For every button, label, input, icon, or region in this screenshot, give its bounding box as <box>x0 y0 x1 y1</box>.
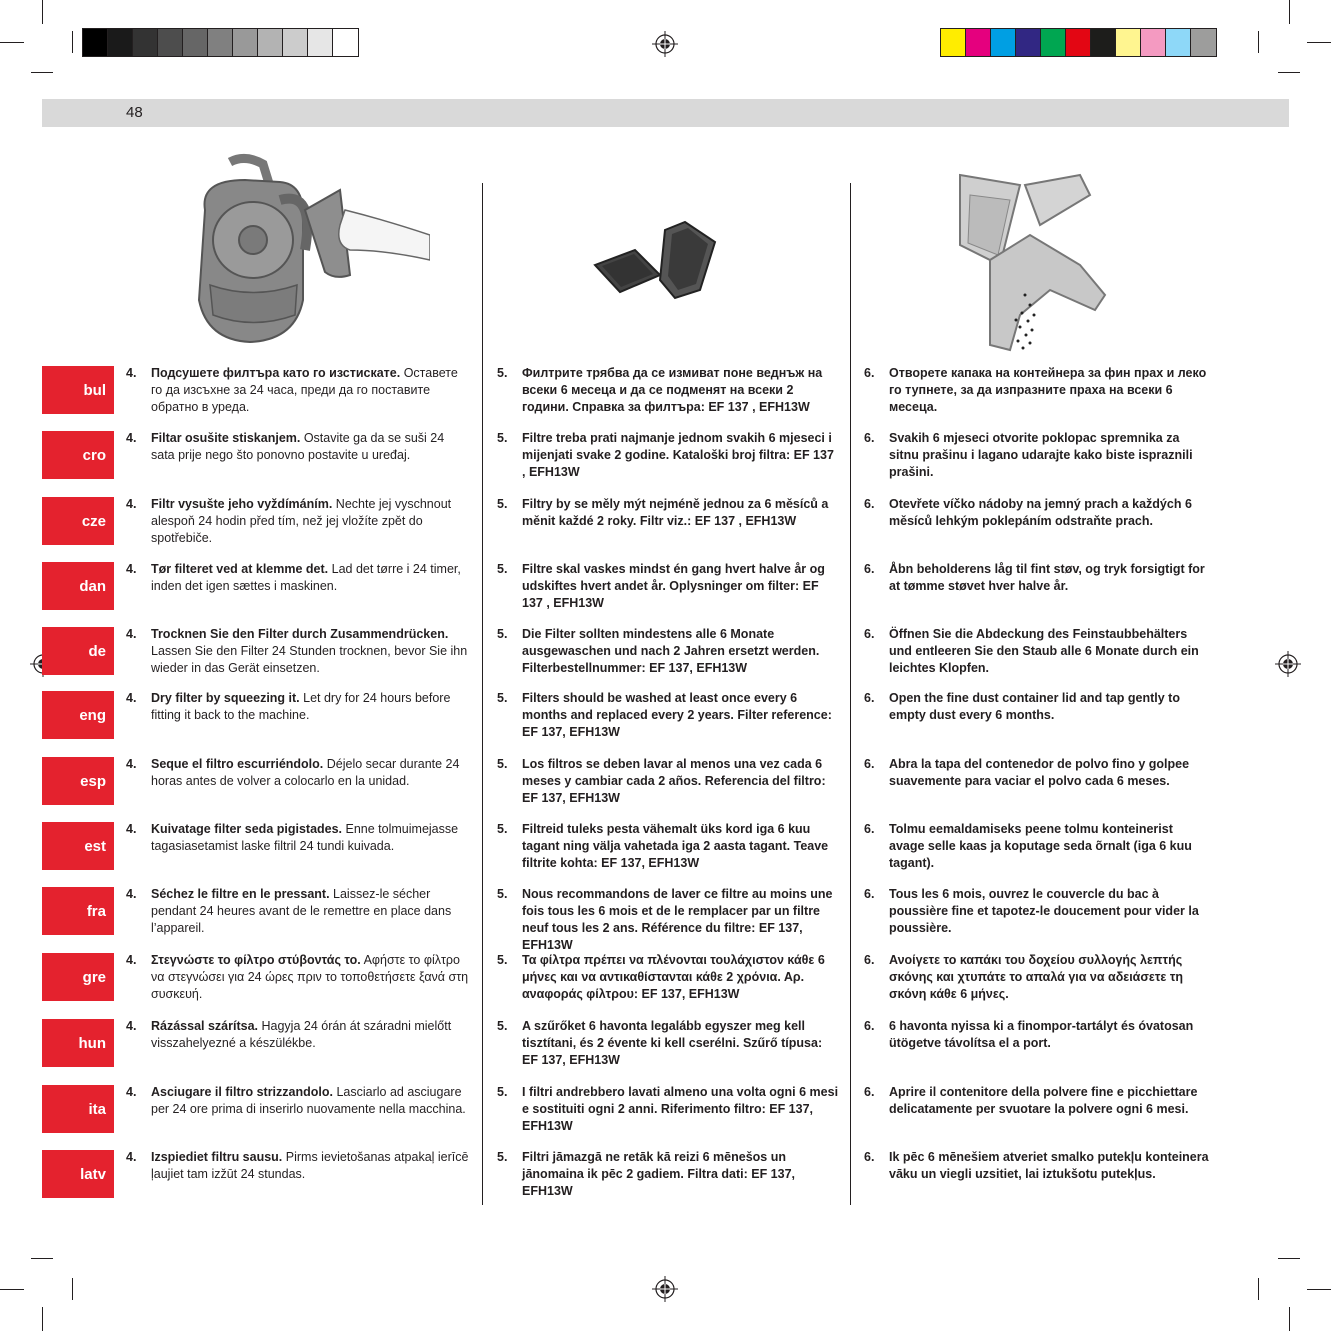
language-tab-est: est <box>42 822 114 870</box>
step-body: Let dry for 24 hours before fitting it back to the machine. <box>151 691 451 722</box>
step-body: Lassen Sie den Filter 24 Stunden trocknen, bevor Sie ihn wieder in das Gerät einsetzen. <box>151 644 468 675</box>
step-text <box>151 756 471 790</box>
step-number: 5. <box>497 627 508 641</box>
column-divider <box>482 183 483 1205</box>
step-heading: Dry filter by squeezing it. <box>151 691 300 705</box>
step-number: 5. <box>497 757 508 771</box>
gray-swatch <box>333 29 358 56</box>
step-body: Pirms ievietošanas atpakaļ ierīcē ļaujiet tam izžūt 24 stundas. <box>151 1150 469 1181</box>
gray-swatch <box>258 29 283 56</box>
step-body: Αφήστε το φίλτρο να στεγνώσει για 24 ώρες πριν το τοποθετήσετε ξανά στη συσκευή. <box>151 953 469 1001</box>
gray-swatch <box>183 29 208 56</box>
step-heading: Trocknen Sie den Filter durch Zusammendrücken. <box>151 627 449 641</box>
color-swatch <box>991 29 1016 56</box>
column-divider <box>850 183 851 1205</box>
step-number: 5. <box>497 691 508 705</box>
step-number: 6. <box>864 822 875 836</box>
step-body: Hagyja 24 órán át száradni mielőtt visszahelyezné a készülékbe. <box>151 1019 452 1050</box>
step-text: Ανοίγετε το καπάκι του δοχείου συλλογής λεπτής σκόνης και χτυπάτε το απαλά για να αδειάσετε τη σκόνη κάθε 6 μήνες. <box>889 953 1184 1001</box>
step-text <box>151 952 471 1003</box>
step-number: 4. <box>126 822 137 836</box>
step-text: Отворете капака на контейнера за фин прах и леко го тупнете, за да изпразните праха на всеки 6 месеца. <box>889 366 1207 414</box>
language-tab-dan: dan <box>42 562 114 610</box>
page-header <box>42 99 1289 127</box>
gray-swatch <box>208 29 233 56</box>
step-text: Los filtros se deben lavar al menos una vez cada 6 meses y cambiar cada 2 años. Referencia del filtro: EF 137, EFH13W <box>522 757 826 805</box>
step-number: 6. <box>864 562 875 576</box>
cmyk-color-bar <box>940 28 1217 57</box>
color-swatch <box>966 29 991 56</box>
page-number: 48 <box>126 104 143 121</box>
step-text: Filtre skal vaskes mindst én gang hvert halve år og udskiftes hvert andet år. Oplysninger om filter: EF 137 , EFH13W <box>522 562 825 610</box>
step-heading: Asciugare il filtro strizzandolo. <box>151 1085 333 1099</box>
step-number: 4. <box>126 497 137 511</box>
grayscale-color-bar <box>82 28 359 57</box>
step-heading: Подсушете филтъра като го изстискате. <box>151 366 401 380</box>
step-text: Tolmu eemaldamiseks peene tolmu konteinerist avage selle kaas ja koputage seda õrnalt (iga 6 kuu tagant). <box>889 822 1192 870</box>
step-number: 6. <box>864 431 875 445</box>
step-body: Оставете го да изсъхне за 24 часа, преди да го поставите обратно в уреда. <box>151 366 458 414</box>
color-swatch <box>1041 29 1066 56</box>
step-number: 4. <box>126 562 137 576</box>
step-number: 4. <box>126 1150 137 1164</box>
step-number: 4. <box>126 1019 137 1033</box>
step-text: Öffnen Sie die Abdeckung des Feinstaubbehälters und entleeren Sie den Staub alle 6 Monate durch ein leichtes Klopfen. <box>889 627 1199 675</box>
step-text <box>151 821 471 855</box>
step-number: 6. <box>864 1150 875 1164</box>
registration-mark-icon <box>652 1276 678 1302</box>
color-swatch <box>1116 29 1141 56</box>
language-tab-latv: latv <box>42 1150 114 1198</box>
gray-swatch <box>308 29 333 56</box>
step-number: 6. <box>864 1085 875 1099</box>
step-text <box>151 561 471 595</box>
step-text <box>151 365 471 416</box>
step-text <box>151 1018 471 1052</box>
step-heading: Izspiediet filtru sausu. <box>151 1150 283 1164</box>
step-body: Lasciarlo ad asciugare per 24 ore prima di inserirlo nuovamente nella macchina. <box>151 1085 466 1116</box>
step-number: 4. <box>126 691 137 705</box>
language-tab-gre: gre <box>42 953 114 1001</box>
step-number: 4. <box>126 953 137 967</box>
language-tab-eng: eng <box>42 691 114 739</box>
step-number: 6. <box>864 497 875 511</box>
step-number: 6. <box>864 953 875 967</box>
step-number: 4. <box>126 757 137 771</box>
vacuum-filter-squeeze-illustration <box>185 150 430 348</box>
step-number: 5. <box>497 887 508 901</box>
language-tab-bul: bul <box>42 366 114 414</box>
language-tab-de: de <box>42 627 114 675</box>
step-number: 4. <box>126 366 137 380</box>
step-heading: Séchez le filtre en le pressant. <box>151 887 330 901</box>
step-number: 5. <box>497 562 508 576</box>
color-swatch <box>1091 29 1116 56</box>
step-text: 6 havonta nyissa ki a finompor-tartályt és óvatosan ütögetve távolítsa el a port. <box>889 1019 1194 1050</box>
step-number: 5. <box>497 822 508 836</box>
gray-swatch <box>283 29 308 56</box>
step-text: Die Filter sollten mindestens alle 6 Monate ausgewaschen und nach 2 Jahren ersetzt werden. Filterbestellnummer: EF 137, EFH13W <box>522 627 820 675</box>
step-text: Filtri jāmazgā ne retāk kā reizi 6 mēnešos un jānomaina ik pēc 2 gadiem. Filtra dati: EF 137, EFH13W <box>522 1150 796 1198</box>
step-text: Filtre treba prati najmanje jednom svakih 6 mjeseci i mijenjati svake 2 godine. Kataloški broj filtra: EF 137 , EFH13W <box>522 431 834 479</box>
step-heading: Στεγνώστε το φίλτρο στύβοντάς το. <box>151 953 361 967</box>
language-tab-esp: esp <box>42 757 114 805</box>
step-text: Filtry by se měly mýt nejméně jednou za 6 měsíců a měnit každé 2 roky. Filtr viz.: EF 137 , EFH13W <box>522 497 829 528</box>
step-number: 5. <box>497 366 508 380</box>
step-number: 4. <box>126 887 137 901</box>
language-tab-cro: cro <box>42 431 114 479</box>
language-tab-fra: fra <box>42 887 114 935</box>
step-text: Aprire il contenitore della polvere fine e picchiettare delicatamente per svuotare la polvere ogni 6 mesi. <box>889 1085 1198 1116</box>
step-text: Åbn beholderens låg til fint støv, og tryk forsigtigt for at tømme støvet hver halve år. <box>889 562 1205 593</box>
fine-dust-container-illustration <box>930 165 1110 355</box>
color-swatch <box>1191 29 1216 56</box>
step-number: 5. <box>497 1085 508 1099</box>
step-number: 5. <box>497 431 508 445</box>
registration-mark-icon <box>1275 651 1301 677</box>
gray-swatch <box>133 29 158 56</box>
step-text: Τα φίλτρα πρέπει να πλένονται τουλάχιστον κάθε 6 μήνες και να αντικαθίστανται κάθε 2 χρόνια. Αρ. αναφοράς φίλτρου: EF 137, EFH13W <box>522 953 825 1001</box>
color-swatch <box>1066 29 1091 56</box>
step-text: Tous les 6 mois, ouvrez le couvercle du bac à poussière fine et tapotez-le doucement pour vider la poussière. <box>889 887 1199 935</box>
step-body: Laissez-le sécher pendant 24 heures avant de le remettre en place dans l’appareil. <box>151 887 452 935</box>
color-swatch <box>941 29 966 56</box>
step-number: 4. <box>126 627 137 641</box>
step-number: 5. <box>497 1150 508 1164</box>
step-text <box>151 690 471 724</box>
step-text <box>151 626 471 677</box>
step-heading: Seque el filtro escurriéndolo. <box>151 757 324 771</box>
step-text: Otevřete víčko nádoby na jemný prach a každých 6 měsíců lehkým poklepáním odstraňte prach. <box>889 497 1192 528</box>
step-number: 6. <box>864 757 875 771</box>
step-number: 6. <box>864 887 875 901</box>
step-text <box>151 430 471 464</box>
step-body: Nechte jej vyschnout alespoň 24 hodin před tím, než jej vložíte zpět do spotřebiče. <box>151 497 452 545</box>
step-body: Ostavite ga da se suši 24 sata prije nego što ponovno postavite u uređaj. <box>151 431 445 462</box>
filters-illustration <box>590 220 730 300</box>
gray-swatch <box>233 29 258 56</box>
step-text: I filtri andrebbero lavati almeno una volta ogni 6 mesi e sostituiti ogni 2 anni. Riferimento filtro: EF 137, EFH13W <box>522 1085 839 1133</box>
step-heading: Rázással szárítsa. <box>151 1019 259 1033</box>
registration-mark-icon <box>652 31 678 57</box>
step-text: A szűrőket 6 havonta legalább egyszer meg kell tisztítani, és 2 évente ki kell cserélni. Szűrő típusa: EF 137, EFH13W <box>522 1019 823 1067</box>
gray-swatch <box>158 29 183 56</box>
step-text <box>151 1149 471 1183</box>
step-number: 6. <box>864 1019 875 1033</box>
step-number: 6. <box>864 627 875 641</box>
color-swatch <box>1016 29 1041 56</box>
step-heading: Kuivatage filter seda pigistades. <box>151 822 343 836</box>
step-body: Déjelo secar durante 24 horas antes de volver a colocarlo en la unidad. <box>151 757 460 788</box>
step-body: Lad det tørre i 24 timer, inden det igen sættes i maskinen. <box>151 562 461 593</box>
step-heading: Filtar osušite stiskanjem. <box>151 431 301 445</box>
step-number: 5. <box>497 497 508 511</box>
step-number: 6. <box>864 691 875 705</box>
step-heading: Tør filteret ved at klemme det. <box>151 562 329 576</box>
step-text <box>151 886 471 937</box>
step-text: Filters should be washed at least once every 6 months and replaced every 2 years. Filter reference: EF 137, EFH13W <box>522 691 832 739</box>
language-tab-ita: ita <box>42 1085 114 1133</box>
step-text: Open the fine dust container lid and tap gently to empty dust every 6 months. <box>889 691 1180 722</box>
color-swatch <box>1166 29 1191 56</box>
gray-swatch <box>83 29 108 56</box>
step-heading: Filtr vysušte jeho vyždímáním. <box>151 497 333 511</box>
language-tab-cze: cze <box>42 497 114 545</box>
language-tab-hun: hun <box>42 1019 114 1067</box>
step-text: Nous recommandons de laver ce filtre au moins une fois tous les 6 mois et de le remplacer par un filtre neuf tous les 2 ans. Référence du filtre: EF 137, EFH13W <box>522 887 833 952</box>
color-swatch <box>1141 29 1166 56</box>
step-number: 5. <box>497 953 508 967</box>
step-number: 4. <box>126 431 137 445</box>
step-number: 6. <box>864 366 875 380</box>
step-text: Abra la tapa del contenedor de polvo fino y golpee suavemente para vaciar el polvo cada 6 meses. <box>889 757 1190 788</box>
step-text: Filtreid tuleks pesta vähemalt üks kord iga 6 kuu tagant ning välja vahetada iga 2 aasta tagant. Teave filtrite kohta: EF 137, EFH13W <box>522 822 829 870</box>
step-text: Филтрите трябва да се измиват поне веднъж на всеки 6 месеца и да се подменят на всеки 2 години. Справка за филтъра: EF 137 , EFH13W <box>522 366 823 414</box>
step-number: 4. <box>126 1085 137 1099</box>
step-number: 5. <box>497 1019 508 1033</box>
step-text <box>151 1084 471 1118</box>
step-text: Svakih 6 mjeseci otvorite poklopac spremnika za sitnu prašinu i lagano udarajte kako biste ispraznili prašini. <box>889 431 1193 479</box>
step-text: Ik pēc 6 mēnešiem atveriet smalko putekļu konteinera vāku un viegli uzsitiet, lai iztukšotu putekļus. <box>889 1150 1209 1181</box>
step-text <box>151 496 471 547</box>
step-body: Enne tolmuimejasse tagasiasetamist laske filtril 24 tundi kuivada. <box>151 822 459 853</box>
gray-swatch <box>108 29 133 56</box>
